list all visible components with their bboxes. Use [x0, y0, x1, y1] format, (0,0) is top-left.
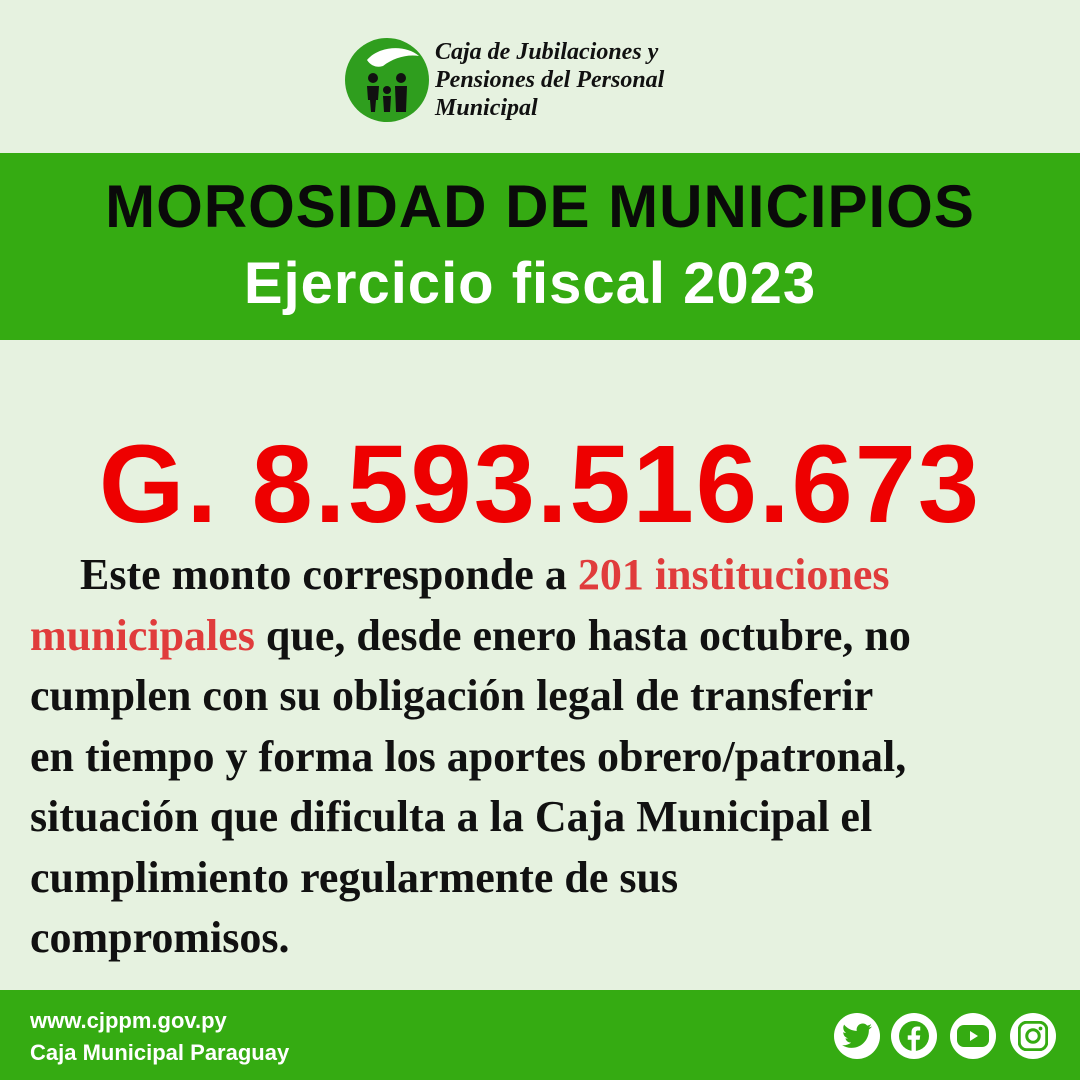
description-line: cumplen con su obligación legal de transferir [30, 671, 874, 720]
youtube-icon[interactable] [950, 1013, 996, 1059]
description-line [30, 606, 1060, 667]
debt-amount: G. 8.593.516.673 [98, 423, 982, 546]
description-line: en tiempo y forma los aportes obrero/patronal, [30, 731, 907, 781]
org-name-line2: Pensiones del Personal [435, 67, 665, 93]
description-text: que, desde enero hasta octubre, no [254, 610, 911, 660]
institution-count: 201 instituciones [577, 550, 890, 599]
description-paragraph [30, 545, 1060, 969]
description-text: Este monto corresponde a [80, 550, 578, 599]
page-subtitle: Ejercicio fiscal 2023 [243, 251, 817, 316]
org-name-line3: Municipal [435, 95, 538, 121]
instagram-icon[interactable] [1010, 1013, 1056, 1059]
page-title: MOROSIDAD DE MUNICIPIOS [105, 173, 975, 240]
org-name [435, 38, 664, 122]
org-logo [345, 38, 664, 122]
twitter-icon[interactable] [834, 1013, 880, 1059]
footer-org-name: Caja Municipal Paraguay [30, 1040, 290, 1065]
description-line: cumplimiento regularmente de sus [30, 852, 679, 902]
family-hand-logo-icon [345, 38, 429, 122]
institution-type: municipales [30, 610, 255, 660]
description-line: situación que dificulta a la Caja Municipal el [30, 792, 873, 841]
org-name-line1: Caja de Jubilaciones y [435, 39, 659, 65]
website-link[interactable]: www.cjppm.gov.py [30, 1008, 227, 1033]
facebook-icon[interactable] [891, 1013, 937, 1059]
description-line: compromisos. [30, 913, 290, 962]
description-line [30, 545, 1060, 606]
